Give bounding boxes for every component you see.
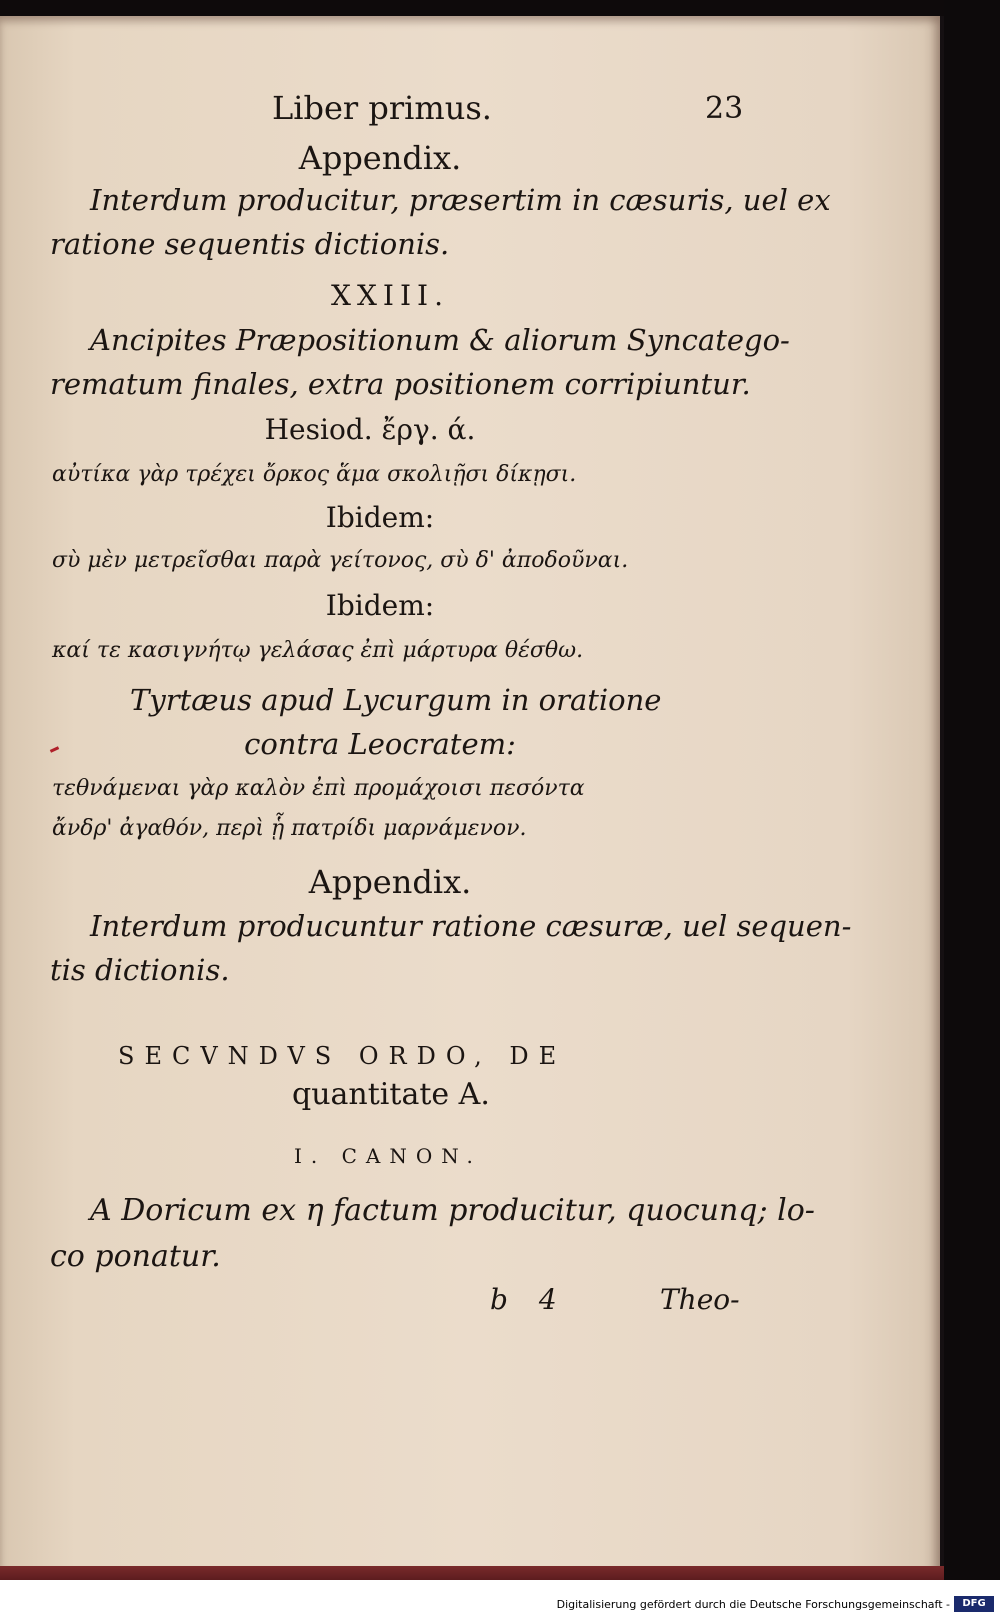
- scan-top-border: [0, 0, 1000, 16]
- order-heading-sub: quantitate A.: [292, 1077, 490, 1112]
- running-head: Liber primus.: [272, 89, 492, 127]
- rule-line: co ponatur.: [50, 1239, 221, 1274]
- greek-verse: τεθνάμεναι γὰρ καλὸν ἐπὶ προμάχοισι πεσόντα: [52, 776, 585, 801]
- source-citation: Ibidem:: [325, 589, 435, 622]
- section-numeral: XXIII.: [331, 279, 449, 312]
- appendix-line: Interdum producitur, præsertim in cæsuris, uel ex: [90, 183, 831, 217]
- source-citation: contra Leocratem:: [244, 727, 516, 761]
- appendix-title: Appendix.: [308, 863, 472, 901]
- appendix-line: tis dictionis.: [50, 953, 230, 987]
- source-citation: Hesiod. ἔργ. ά.: [264, 413, 476, 446]
- catchword: Theo-: [660, 1283, 740, 1316]
- page-edge: [0, 1566, 944, 1580]
- dfg-logo: DFG: [954, 1596, 994, 1612]
- credit-text: Digitalisierung gefördert durch die Deutsche Forschungsgemeinschaft -: [556, 1598, 950, 1611]
- appendix-title: Appendix.: [298, 139, 462, 177]
- rule-line: rematum finales, extra positionem corripiuntur.: [50, 367, 751, 401]
- order-heading: SECVNDVS ORDO, DE: [118, 1042, 567, 1070]
- scan-right-border: [944, 0, 1000, 1617]
- page-number: 23: [705, 91, 744, 126]
- appendix-line: Interdum producuntur ratione cæsuræ, uel sequen-: [90, 909, 852, 943]
- greek-verse: καί τε κασιγνήτῳ γελάσας ἐπὶ μάρτυρα θέσθω.: [52, 638, 584, 663]
- greek-verse: σὺ μὲν μετρεῖσθαι παρὰ γείτονος, σὺ δ' ἀποδοῦναι.: [52, 548, 629, 573]
- source-citation: Tyrtæus apud Lycurgum in oratione: [130, 683, 662, 717]
- canon-heading: I. CANON.: [294, 1144, 482, 1168]
- source-citation: Ibidem:: [325, 501, 435, 534]
- rule-line: Ancipites Præpositionum & aliorum Syncatego-: [90, 323, 790, 357]
- greek-verse: ἄνδρ' ἀγαθόν, περὶ ᾗ πατρίδι μαρνάμενον.: [52, 816, 527, 841]
- signature-mark: b 4: [490, 1283, 557, 1316]
- appendix-line: ratione sequentis dictionis.: [50, 227, 450, 261]
- rule-line: A Doricum ex η factum producitur, quocunq; lo-: [90, 1193, 815, 1228]
- greek-verse: αὐτίκα γὰρ τρέχει ὄρκος ἅμα σκολιῇσι δίκῃσι.: [52, 462, 577, 487]
